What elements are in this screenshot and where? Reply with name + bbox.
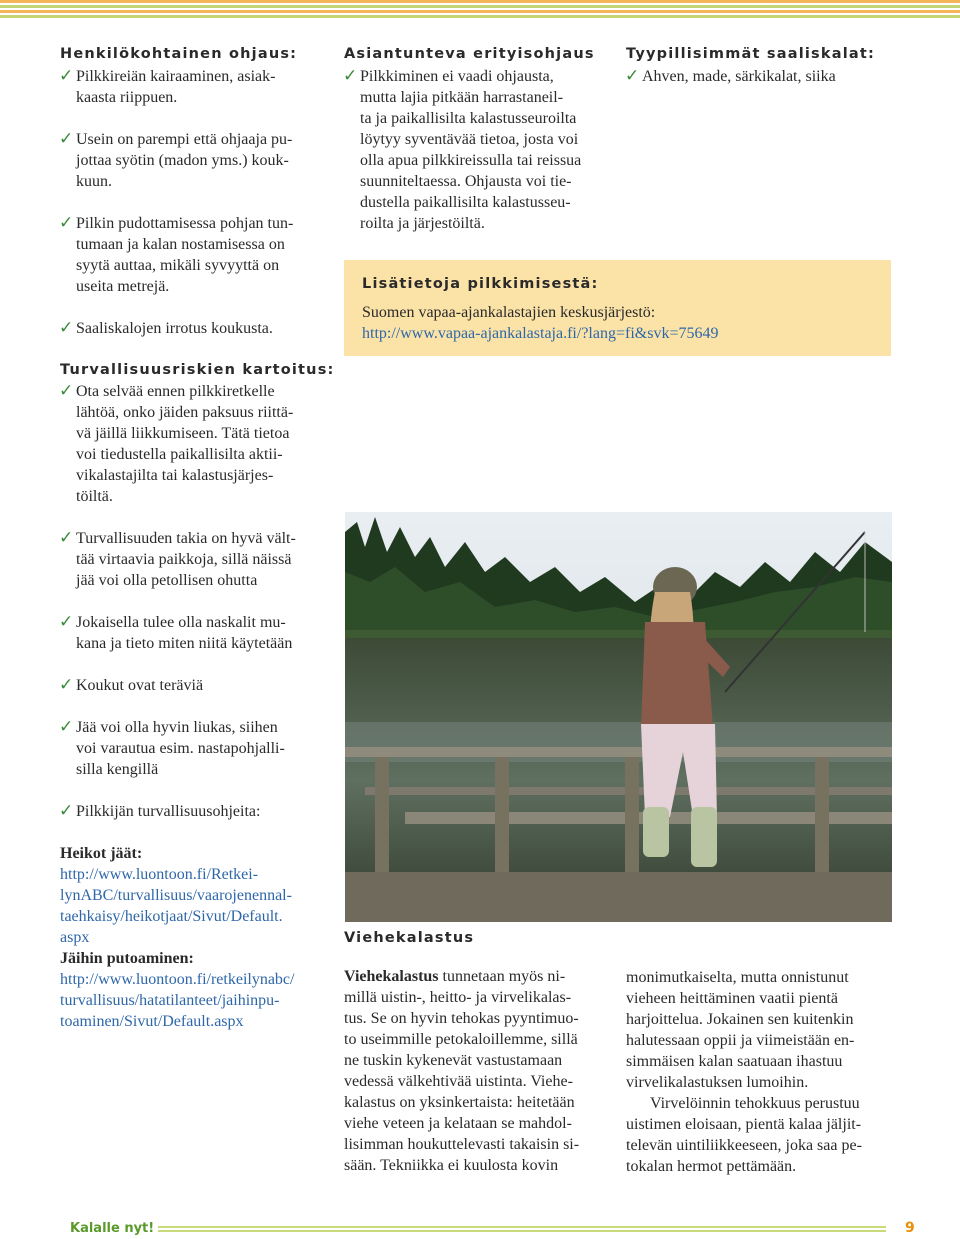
falling-through-ice-link[interactable]: http://www.luontoon.fi/retkeilynabc/ turvallisuus/hatatilanteet/jaihinpu- toaminen/Sivut/Default.aspx	[60, 971, 295, 1030]
left-column	[60, 44, 336, 1032]
page-number: 9	[905, 1220, 915, 1236]
lure-fishing-continued: monimutkaiselta, mutta onnistunut vieheen heittäminen vaatii pientä harjoittelua. Jokainen sen kuitenkin halutessaan oppii ja viimeistään en- simmäisen kalan saatuaan ihastuu virvelikalastuksen lumoihin. Virvelöinnin tehokkuus perustuu uistimen eloisaan, pientä kalaa jäljit- televän uintiliikkeeseen, joka saa pe- tokalan hermot pettämään.	[626, 969, 862, 1175]
checkmark-icon: ✓	[59, 381, 74, 401]
list-item: ✓ Pilkin pudottamisessa pohjan tun- tumaan ja kalan nostamisessa on syytä auttaa, mikäli syvyyttä on useita metrejä.	[59, 213, 294, 295]
list-item: ✓ Usein on parempi että ohjaaja pu- jottaa syötin (madon yms.) kouk- kuun.	[59, 129, 293, 190]
checkmark-icon: ✓	[59, 801, 74, 821]
checkmark-icon: ✓	[625, 66, 640, 86]
list-item: ✓ Pilkkijän turvallisuusohjeita:	[59, 801, 261, 821]
list-item: ✓ Jää voi olla hyvin liukas, siihen voi varautua esim. nastapohjalli- silla kengillä	[59, 717, 285, 778]
lure-fishing-heading: Viehekalastus	[344, 930, 475, 946]
organization-name: Suomen vapaa-ajankalastajien keskusjärjestö:	[362, 304, 656, 321]
list-item: ✓ Pilkkireiän kairaaminen, asiak- kaasta riippuen.	[59, 66, 276, 106]
checkmark-icon: ✓	[59, 675, 74, 695]
photo-illustration	[345, 512, 892, 922]
more-info-heading: Lisätietoja pilkkimisestä:	[362, 276, 599, 292]
list-item: ✓ Ahven, made, särkikalat, siika	[625, 66, 836, 86]
typical-catch-heading: Tyypillisimmät saaliskalat:	[626, 46, 876, 62]
list-item: ✓ Koukut ovat teräviä	[59, 675, 204, 695]
personal-guidance-heading: Henkilökohtainen ohjaus:	[60, 46, 298, 62]
footer-stripe-decoration	[158, 1226, 886, 1232]
list-item: ✓ Ota selvää ennen pilkkiretkelle lähtöä, onko jäiden paksuus riittä- vä jäillä liikkumiseen. Tätä tietoa voi tiedustella paikallisilta aktii- vikalastajilta tai kalastusjärjes- töiltä.	[59, 381, 294, 505]
top-stripe-decoration	[0, 0, 960, 20]
checkmark-icon: ✓	[59, 213, 74, 233]
lure-fishing-section	[344, 928, 612, 1176]
list-item: ✓ Turvallisuuden takia on hyvä vält- tää virtaavia paikkoja, sillä näissä jää voi olla petollisen ohutta	[59, 528, 296, 589]
expert-guidance-text: ✓ Pilkkiminen ei vaadi ohjausta, mutta lajia pitkään harrastaneil- ta ja paikallisilta kalastusseuroilta löytyy syventävää tietoa, josta voi olla apua pilkkireissulla tai reissua suunniteltaessa. Ohjausta voi tie- dustella paikallisilta kalastusseu- roilta ja järjestöiltä.	[343, 66, 582, 232]
typical-catch-section	[626, 44, 896, 87]
more-info-box	[344, 260, 891, 356]
list-item: ✓ Jokaisella tulee olla naskalit mu- kana ja tieto miten niitä käytetään	[59, 612, 293, 652]
checkmark-icon: ✓	[59, 612, 74, 632]
list-item: ✓ Saaliskalojen irrotus koukusta.	[59, 318, 273, 338]
footer-title: Kalalle nyt!	[70, 1221, 155, 1236]
thin-ice-link[interactable]: http://www.luontoon.fi/Retkei- lynABC/turvallisuus/vaarojenennal- taehkaisy/heikotjaat/Sivut/Default. aspx	[60, 866, 292, 946]
checkmark-icon: ✓	[59, 318, 74, 338]
checkmark-icon: ✓	[343, 66, 358, 86]
safety-risks-heading: Turvallisuusriskien kartoitus:	[60, 362, 335, 378]
checkmark-icon: ✓	[59, 717, 74, 737]
falling-through-ice-label: Jäihin putoaminen:	[60, 950, 194, 967]
checkmark-icon: ✓	[59, 528, 74, 548]
checkmark-icon: ✓	[59, 129, 74, 149]
thin-ice-label: Heikot jäät:	[60, 845, 143, 862]
checkmark-icon: ✓	[59, 66, 74, 86]
girl-fishing-photo	[345, 512, 892, 922]
organization-link[interactable]: http://www.vapaa-ajankalastaja.fi/?lang=fi&svk=75649	[362, 325, 719, 342]
expert-guidance-section	[344, 44, 612, 234]
expert-guidance-heading: Asiantunteva erityisohjaus	[344, 46, 595, 62]
lure-fishing-text: Viehekalastus tunnetaan myös ni- millä uistin-, heitto- ja virvelikalas- tus. Se on hyvin tehokas pyyntimuo- to useimmille petokaloillemme, sillä ne tuskin kykenevät vastustamaan vedessä välkehtivää uistinta. Viehe- kalastus on yksinkertaista: heitetään viehe veteen ja kelataan se mahdol- lisimman houkuttelevasti takaisin si- sään. Tekniikka ei kuulosta kovin	[344, 968, 580, 1174]
